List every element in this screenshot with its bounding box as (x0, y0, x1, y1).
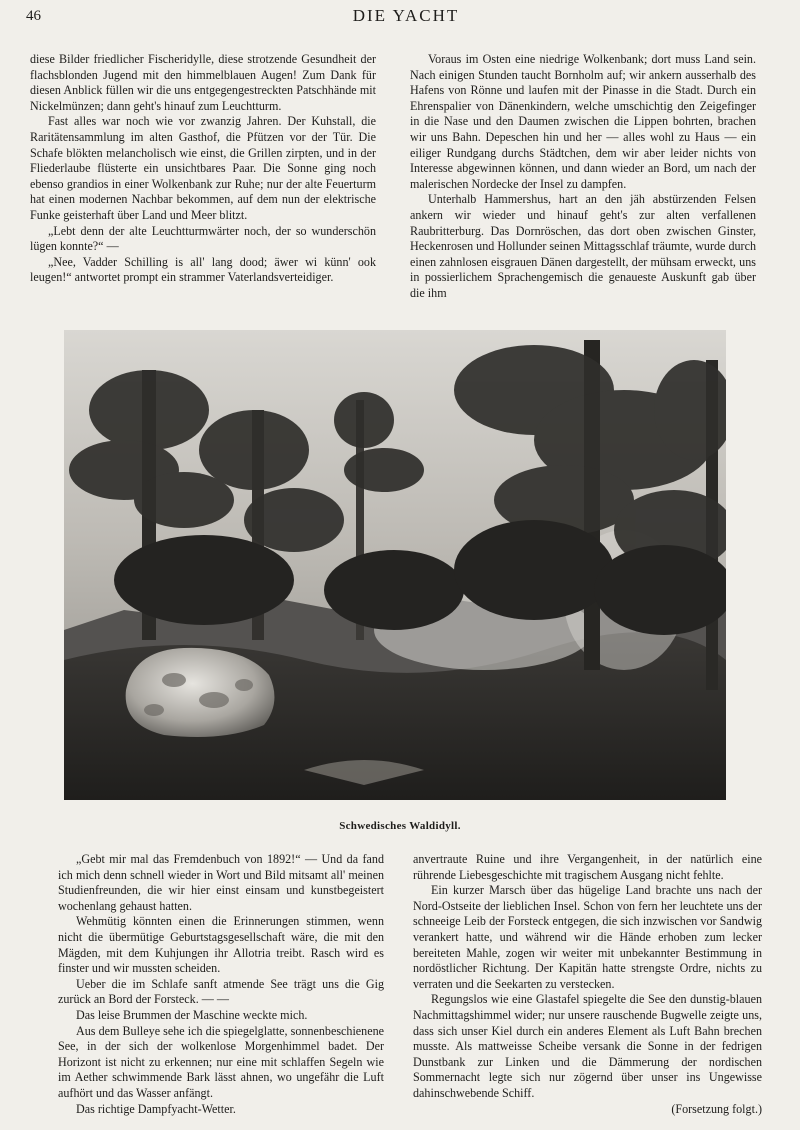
continuation-note: (Forsetzung folgt.) (671, 1101, 762, 1116)
figure-caption: Schwedisches Waldidyll. (339, 820, 461, 832)
bottom-right-column (413, 852, 762, 1117)
top-right-column (410, 52, 756, 302)
forest-photograph (64, 330, 726, 800)
paragraph: Ueber die im Schlafe sanft atmende See trägt uns die Gig zurück an Bord der Forsteck. — — (58, 976, 384, 1007)
paragraph: Regungslos wie eine Glastafel spiegelte die See den dunstig-blauen Nachmittagshimmel wider; nur unsere rauschende Bugwelle zeigte uns, dass sich unser Kiel durch ein anderes Element als Luft Bahn brechen musste. Als mattweisse Scheibe versank die Sonne in der fedrigen Dunstbank zur Linken und die Dämmerung der nordischen Sommernacht legte sich nur zögernd über unser ins Ungewisse dahinschwebende Schiff. (413, 992, 762, 1100)
paragraph: diese Bilder friedlicher Fischeridylle, diese strotzende Gesundheit der flachsblonden Jugend mit den himmelblauen Augen! Zum Dank für diesen Anblick füllen wir die uns entgegengestreckten Patschhände mit Nickelmünzen; dann geht's hinauf zum Leuchtturm. (30, 52, 376, 113)
paragraph: „Lebt denn der alte Leuchtturmwärter noch, der so wunderschön lügen konnte?“ — (30, 223, 376, 254)
paragraph: Ein kurzer Marsch über das hügelige Land brachte uns nach der Nord-Ostseite der lieblichen Insel. Schon von fern her leuchtete uns der schneeige Leib der Forsteck entgegen, die sich inzwischen vor Sandwig verankert hatte, und während wir die Hände erhoben zum lecker bereiteten Mahle, zogen wir weiter mit unbekannter Bestimmung in nordöstlicher Richtung. Der Kapitän hatte strengste Ordre, nichts zu verraten und die Seekarten zu verstecken. (413, 883, 762, 991)
bottom-left-column (58, 852, 384, 1117)
paragraph: Das leise Brummen der Maschine weckte mich. (76, 1007, 308, 1022)
paragraph: Voraus im Osten eine niedrige Wolkenbank; dort muss Land sein. Nach einigen Stunden taucht Bornholm auf; wir ankern ausserhalb des Hafens von Rönne und laufen mit der Pinasse in die Stadt. Durch ein Ehrenspalier von Dänenkindern, welche umschichtig den Zeigefinger in die Nase und den Daumen zwischen die Lippen bohrten, brachen wir uns Bahn. Depeschen hin und her — alles wohl zu Haus — ein eiliger Rundgang durchs Städtchen, dem wir aber leider nichts von Interesse abgewinnen können, und dann wieder an Bord, um nach der malerischen Nordecke der Insel zu dampfen. (410, 52, 756, 191)
journal-title: DIE YACHT (352, 6, 460, 25)
paragraph: anvertraute Ruine und ihre Vergangenheit, in der natürlich eine rührende Liebesgeschichte mit tragischem Ausgang nicht fehlte. (413, 852, 762, 882)
paragraph: Wehmütig könnten einen die Erinnerungen stimmen, wenn nicht die übermütige Geburtstagsgesellschaft wäre, die mit den Mägden, mit dem Kuhjungen ihr Allotria treibt. Rasch wird es finster und wir mussten scheiden. (58, 914, 384, 976)
page-number: 46 (26, 8, 41, 24)
top-left-column (30, 52, 376, 286)
paragraph: Fast alles war noch wie vor zwanzig Jahren. Der Kuhstall, die Raritätensammlung im alten Gasthof, die Pfützen vor der Tür. Die Schafe blökten melancholisch wie einst, die Grillen zirpten, und in der Fliederlaube flüsterte ein unsichtbares Paar. Die Sonne ging noch ebenso grandios in einer Wolkenbank zur Ruhe; nur der alte Feuerturm hat einen modernen Nachbar bekommen, auf dem nun der elektrische Funke geisterhaft über Land und Meer blitzt. (30, 114, 376, 222)
page-header (26, 6, 786, 28)
paragraph: Das richtige Dampfyacht-Wetter. (76, 1101, 236, 1116)
paragraph: Unterhalb Hammershus, hart an den jäh abstürzenden Felsen ankern wir wieder und hinauf geht's zur alten verfallenen Raubritterburg. Das Dornröschen, das dort oben zwischen Ginster, Heckenrosen und Hollunder seinen Mittagsschlaf träumte, wurde durch einen zahnlosen eisgrauen Dänen dargestellt, der mühsam erweckt, uns in possierlichem Sprachengemisch die genaueste Auskunft gab über die ihm (410, 192, 756, 300)
paragraph: „Nee, Vadder Schilling is all' lang dood; äwer wi künn' ook leugen!“ antwortet prompt ein strammer Vaterlandsverteidiger. (30, 254, 376, 285)
paragraph: „Gebt mir mal das Fremdenbuch von 1892!“ — Und da fand ich mich denn schnell wieder in Wort und Bild mitsamt all' meinen Studienfreunden, die wir hier einst einsam und kunstbegeistert wochenlang gehaust hatten. (58, 852, 384, 913)
paragraph: Aus dem Bulleye sehe ich die spiegelglatte, sonnenbeschienene See, in der sich der wolkenlose Morgenhimmel badet. Der Horizont ist nicht zu erkennen; nur eine mit schlaffen Segeln wie im Aether schwimmende Bark lässt ahnen, wo ungefähr die Luft aufhört und das Wasser anfängt. (58, 1023, 384, 1100)
